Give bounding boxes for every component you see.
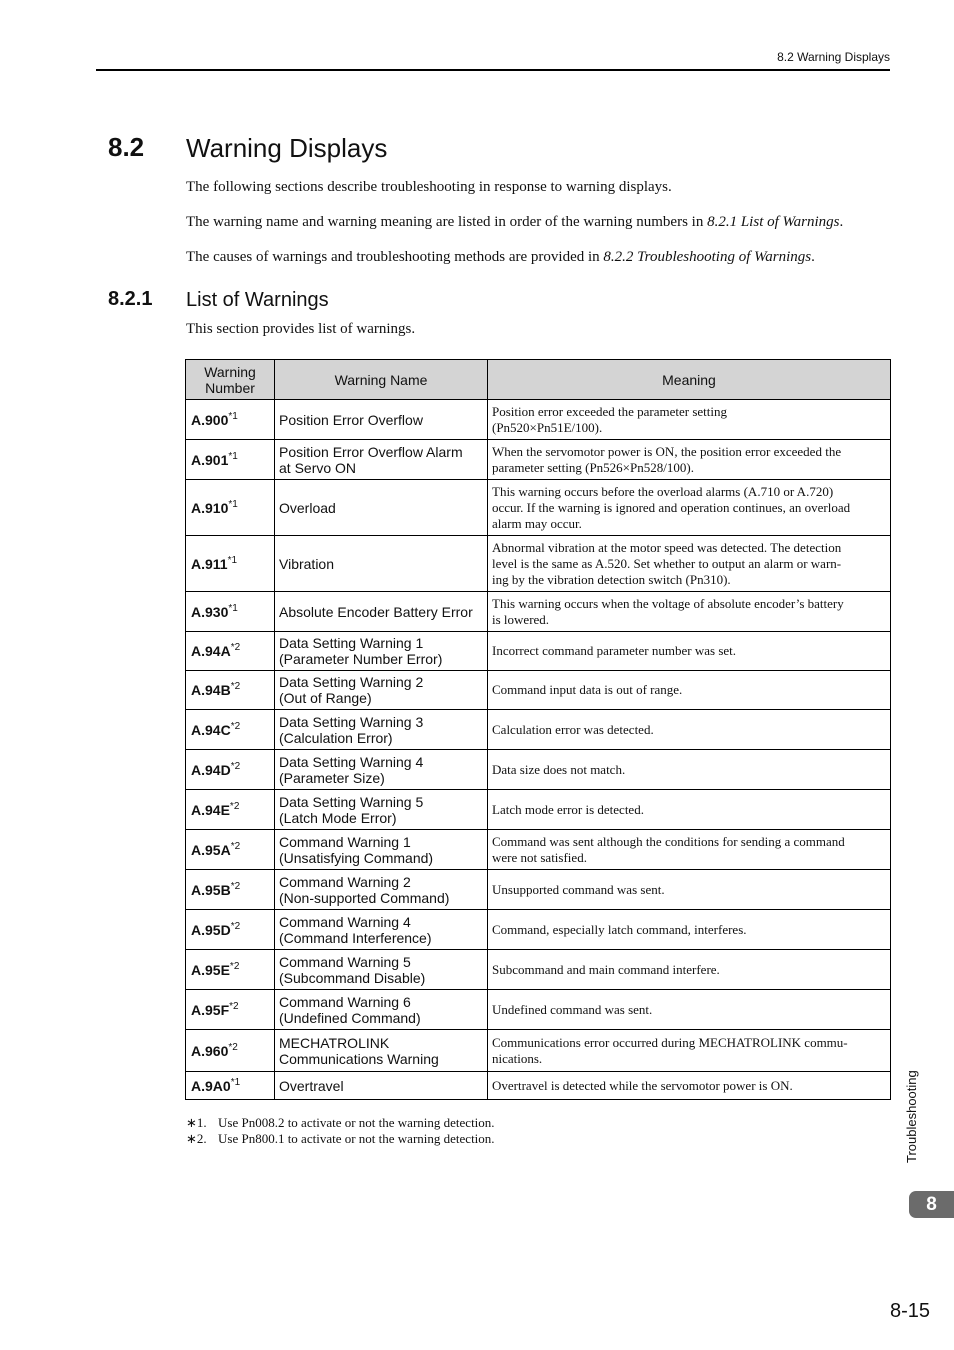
warning-name: Data Setting Warning 4 (Parameter Size) xyxy=(275,750,488,790)
table-body xyxy=(186,400,891,1100)
warning-code: A.960$^{*2}$ xyxy=(186,1030,275,1072)
table-row xyxy=(186,870,891,910)
footnote-reference: *1 xyxy=(228,410,238,422)
footnote-reference: *2 xyxy=(229,800,240,812)
footnote-reference: *2 xyxy=(230,840,241,852)
warning-meaning: Latch mode error is detected. xyxy=(488,790,891,830)
footnote-reference: *2 xyxy=(230,760,241,772)
warning-name: Data Setting Warning 5 (Latch Mode Error) xyxy=(275,790,488,830)
footnote-reference: *2 xyxy=(229,960,240,972)
troubleshooting-paragraph xyxy=(186,249,815,266)
warning-meaning: This warning occurs before the overload alarms (A.710 or A.720) occur. If the warning is ignored and operation continues, an overload alarm may occur. xyxy=(488,480,891,536)
cross-reference-link[interactable]: 8.2.1 List of Warnings xyxy=(707,214,840,230)
warning-name: Position Error Overflow xyxy=(275,400,488,440)
footnote-reference: *1 xyxy=(228,498,238,510)
header-warning-number: Warning Number xyxy=(186,360,275,400)
warning-name: Overtravel xyxy=(275,1072,488,1100)
warning-name: Data Setting Warning 1 (Parameter Number Error) xyxy=(275,632,488,671)
section-number: 8.2 xyxy=(108,132,145,162)
warning-order-paragraph xyxy=(186,214,843,231)
paragraph-text: The warning name and warning meaning are listed in order of the warning numbers in xyxy=(186,214,708,230)
warning-name: Command Warning 2 (Non-supported Command) xyxy=(275,870,488,910)
warning-meaning: Command was sent although the conditions for sending a command were not satisfied. xyxy=(488,830,891,870)
table-row xyxy=(186,536,891,592)
warning-name: Command Warning 6 (Undefined Command) xyxy=(275,990,488,1030)
footnote-mark: ∗1. xyxy=(186,1115,207,1130)
warning-list-table xyxy=(185,359,891,1100)
table-row xyxy=(186,1072,891,1100)
warning-meaning: Data size does not match. xyxy=(488,750,891,790)
table-row xyxy=(186,830,891,870)
warning-code: A.9A0$^{*1}$ xyxy=(186,1072,275,1100)
header-rule xyxy=(96,69,890,71)
paragraph-end: . xyxy=(811,249,815,265)
table-row xyxy=(186,400,891,440)
footnote-text: Use Pn800.1 to activate or not the warning detection. xyxy=(218,1131,495,1146)
footnote-reference: *1 xyxy=(228,450,238,462)
warning-meaning: Undefined command was sent. xyxy=(488,990,891,1030)
table-row xyxy=(186,1030,891,1072)
footnote-reference: *2 xyxy=(230,920,241,932)
warning-meaning: Calculation error was detected. xyxy=(488,710,891,750)
warning-code: A.900$^{*1}$ xyxy=(186,400,275,440)
warning-meaning: Overtravel is detected while the servomotor power is ON. xyxy=(488,1072,891,1100)
table-row xyxy=(186,440,891,480)
warning-code: $A.94B^{*2}$ xyxy=(186,671,275,710)
warning-code: A.910$^{*1}$ xyxy=(186,480,275,536)
footnote-1 xyxy=(186,1115,495,1131)
warning-meaning: Abnormal vibration at the motor speed was detected. The detection level is the same as A.520. Set whether to output an alarm or warn- ing by the vibration detection switch (Pn310). xyxy=(488,536,891,592)
footnote-reference: *2 xyxy=(229,1000,239,1012)
warning-meaning: Position error exceeded the parameter setting (Pn520×Pn51E/100). xyxy=(488,400,891,440)
table-row xyxy=(186,480,891,536)
table-row xyxy=(186,790,891,830)
footnote-reference: *2 xyxy=(228,1041,238,1053)
warning-name: Vibration xyxy=(275,536,488,592)
warning-code: $A.94C^{*2}$ xyxy=(186,710,275,750)
warning-code: $A.95B^{*2}$ xyxy=(186,870,275,910)
footnote-reference: *2 xyxy=(230,642,241,653)
intro-paragraph xyxy=(186,179,672,196)
warning-name: Data Setting Warning 2 (Out of Range) xyxy=(275,671,488,710)
footnote-reference: *2 xyxy=(230,880,241,892)
footnote-reference: *2 xyxy=(230,681,241,692)
paragraph-end: . xyxy=(839,214,844,230)
warning-name: Absolute Encoder Battery Error xyxy=(275,592,488,632)
warning-name: Command Warning 5 (Subcommand Disable) xyxy=(275,950,488,990)
chapter-tab[interactable]: 8 xyxy=(909,1191,954,1218)
table-header-row xyxy=(186,360,891,400)
warning-code: $A.94E^{*2}$ xyxy=(186,790,275,830)
table-row xyxy=(186,632,891,671)
footnote-reference: *2 xyxy=(230,720,241,732)
footnote-2 xyxy=(186,1131,495,1147)
warning-meaning: Command, especially latch command, interferes. xyxy=(488,910,891,950)
warning-code: $A.95A^{*2}$ xyxy=(186,830,275,870)
table-row xyxy=(186,592,891,632)
warning-code: $A.95D^{*2}$ xyxy=(186,910,275,950)
warning-name: Overload xyxy=(275,480,488,536)
warning-name: Command Warning 1 (Unsatisfying Command) xyxy=(275,830,488,870)
chapter-side-label: Troubleshooting xyxy=(904,1070,919,1163)
page-number: 8-15 xyxy=(889,1300,930,1322)
warning-code: $A.95F^{*2}$ xyxy=(186,990,275,1030)
table-row xyxy=(186,750,891,790)
subsection-intro: This section provides list of warnings. xyxy=(186,321,416,337)
table-row xyxy=(186,990,891,1030)
subsection-number: 8.2.1 xyxy=(108,288,153,310)
cross-reference-link[interactable]: 8.2.2 Troubleshooting of Warnings xyxy=(603,249,812,265)
footnote-reference: *1 xyxy=(230,1076,241,1088)
warning-meaning: Command input data is out of range. xyxy=(488,671,891,710)
warning-name: MECHATROLINK Communications Warning xyxy=(275,1030,488,1072)
warning-meaning: Subcommand and main command interfere. xyxy=(488,950,891,990)
warning-meaning: Communications error occurred during MECHATROLINK commu- nications. xyxy=(488,1030,891,1072)
warning-meaning: Unsupported command was sent. xyxy=(488,870,891,910)
subsection-title: List of Warnings xyxy=(186,289,329,311)
warning-code: $A.94A^{*2}$ xyxy=(186,632,275,671)
warning-meaning: This warning occurs when the voltage of absolute encoder’s battery is lowered. xyxy=(488,592,891,632)
section-title: Warning Displays xyxy=(186,133,388,163)
footnote-reference: *1 xyxy=(227,554,238,566)
header-meaning: Meaning xyxy=(488,360,891,400)
warning-meaning: When the servomotor power is ON, the position error exceeded the parameter setting (Pn526×Pn528/100). xyxy=(488,440,891,480)
warning-name: Command Warning 4 (Command Interference) xyxy=(275,910,488,950)
header-warning-name: Warning Name xyxy=(275,360,488,400)
table-row xyxy=(186,910,891,950)
warning-code: A.911$^{*1}$ xyxy=(186,536,275,592)
warning-code: $A.95E^{*2}$ xyxy=(186,950,275,990)
running-header: 8.2 Warning Displays xyxy=(777,50,890,64)
warning-name: Position Error Overflow Alarm at Servo ON xyxy=(275,440,488,480)
table-row xyxy=(186,950,891,990)
footnote-text: Use Pn008.2 to activate or not the warning detection. xyxy=(218,1115,495,1130)
warning-code: $A.94D^{*2}$ xyxy=(186,750,275,790)
paragraph-text: The causes of warnings and troubleshooting methods are provided in xyxy=(186,249,604,265)
table-row xyxy=(186,671,891,710)
warning-code: A.901$^{*1}$ xyxy=(186,440,275,480)
footnote-mark: ∗2. xyxy=(186,1131,207,1146)
warning-code: A.930$^{*1}$ xyxy=(186,592,275,632)
warning-name: Data Setting Warning 3 (Calculation Error) xyxy=(275,710,488,750)
footnote-reference: *1 xyxy=(228,602,238,614)
paragraph-text: The following sections describe troubleshooting in response to warning displays. xyxy=(186,179,672,195)
warning-meaning: Incorrect command parameter number was set. xyxy=(488,632,891,671)
table-row xyxy=(186,710,891,750)
